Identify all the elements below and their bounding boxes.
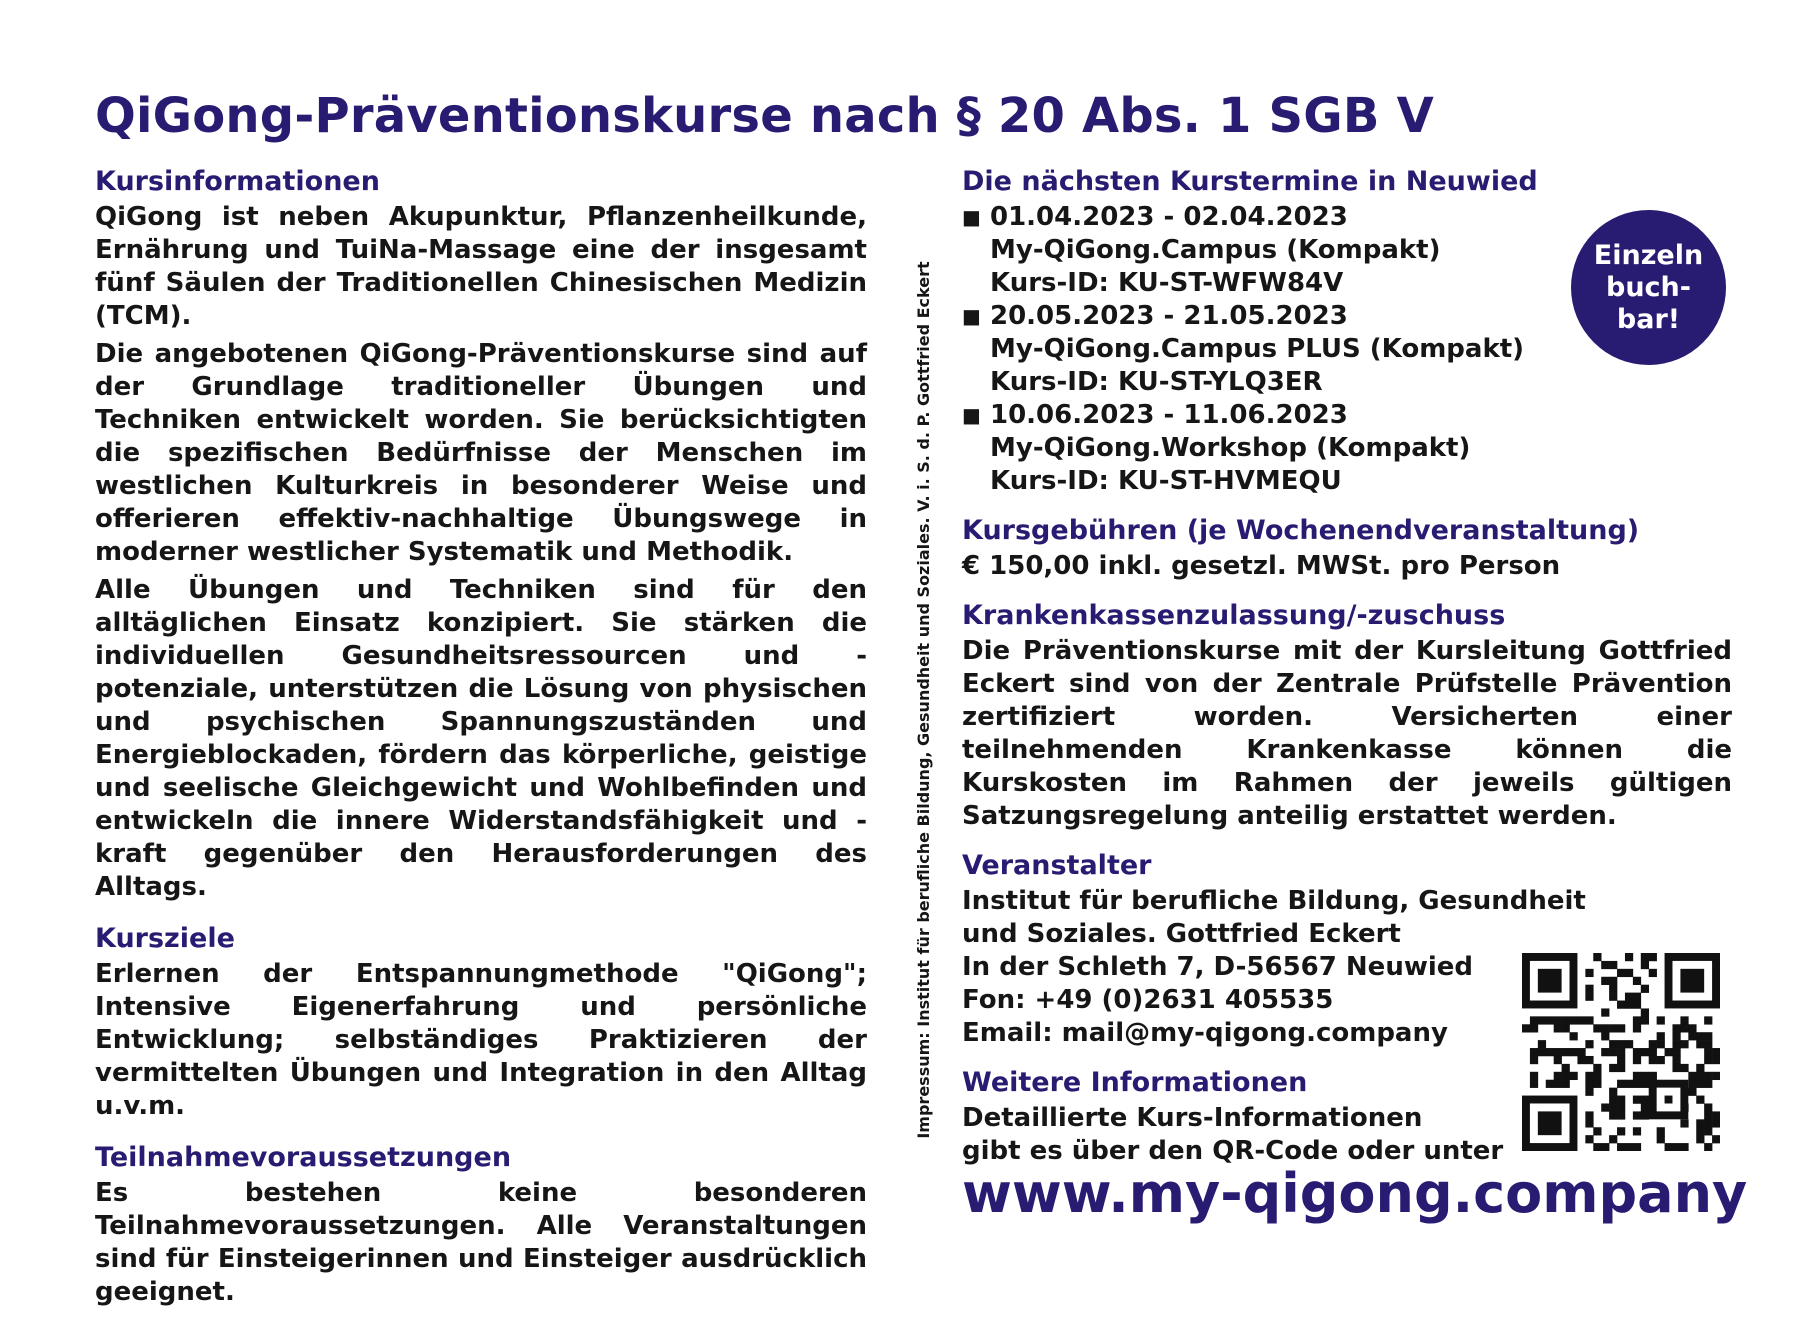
heading-veranstalter: Veranstalter — [962, 850, 1152, 881]
einzeln-buchbar-badge — [1571, 210, 1726, 365]
heading-weitere-informationen: Weitere Informationen — [962, 1067, 1308, 1098]
section-kursinformationen — [95, 165, 867, 904]
kursziele-text: Erlernen der Entspannungmethode "QiGong"; Intensive Eigenerfahrung und persönliche Entwicklung; selbständiges Praktizieren der vermittelten Übungen und Integration in den Alltag u.v.m. — [95, 959, 867, 1121]
heading-kurstermine: Die nächsten Kurstermine in Neuwied — [962, 166, 1538, 197]
badge-line: buch- — [1606, 271, 1691, 303]
veranstalter-email[interactable]: Email: mail@my-qigong.company — [962, 1018, 1448, 1048]
kursinfo-paragraph-2: Die angebotenen QiGong-Präventionskurse sind auf der Grundlage traditioneller Übungen und Techniken entwickelt worden. Sie berücksichtigten die spezifischen Bedürfnisse der Menschen im westlichen Kulturkreis in besonderer Weise und offerieren effektiv-nachhaltige Übungswege in moderner westlicher Systematik und Methodik. — [95, 339, 867, 567]
badge-line: Einzeln — [1593, 239, 1704, 271]
square-bullet-icon: ■ — [962, 205, 981, 229]
kursgebuehren-text: € 150,00 inkl. gesetzl. MWSt. pro Person — [962, 551, 1561, 581]
veranstalter-phone: Fon: +49 (0)2631 405535 — [962, 985, 1334, 1015]
course-name: My-QiGong.Campus (Kompakt) — [990, 235, 1441, 265]
veranstalter-address: In der Schleth 7, D-56567 Neuwied — [962, 952, 1473, 982]
kursinfo-paragraph-3: Alle Übungen und Techniken sind für den alltäglichen Einsatz konzipiert. Sie stärken die individuellen Gesundheitsressourcen und -potenziale, unterstützen die Lösung von physischen und psychischen Spannungszuständen und Energieblockaden, fördern das körperliche, geistige und seelische Gleichgewicht und Wohlbefinden und entwickeln die innere Widerstandsfähigkeit und -kraft gegenüber den Herausforderungen des Alltags. — [95, 575, 867, 902]
course-id: Kurs-ID: KU-ST-HVMEQU — [990, 466, 1342, 496]
section-krankenkasse — [962, 599, 1732, 833]
course-date: 10.06.2023 - 11.06.2023 — [990, 400, 1348, 430]
weitere-line: gibt es über den QR-Code oder unter — [962, 1136, 1504, 1166]
course-id: Kurs-ID: KU-ST-WFW84V — [990, 268, 1344, 298]
section-teilnahmevoraussetzungen — [95, 1141, 867, 1309]
course-date: 01.04.2023 - 02.04.2023 — [990, 202, 1348, 232]
page-title: QiGong-Präventionskurse nach § 20 Abs. 1 SGB V — [95, 88, 1434, 144]
kursinfo-paragraph-1: QiGong ist neben Akupunktur, Pflanzenheilkunde, Ernährung und TuiNa-Massage eine der insgesamt fünf Säulen der Traditionellen Chinesischen Medizin (TCM). — [95, 202, 867, 331]
square-bullet-icon: ■ — [962, 304, 981, 328]
website-url-link[interactable]: www.my-qigong.company — [962, 1162, 1748, 1225]
krankenkasse-text: Die Präventionskurse mit der Kursleitung Gottfried Eckert sind von der Zentrale Prüfstelle Prävention zertifiziert worden. Versicherten einer teilnehmenden Krankenkasse können die Kurskosten im Rahmen der jeweils gültigen Satzungsregelung anteilig erstattet werden. — [962, 636, 1732, 831]
square-bullet-icon: ■ — [962, 403, 981, 427]
heading-teilnahmevoraussetzungen: Teilnahmevoraussetzungen — [95, 1142, 512, 1173]
course-date: 20.05.2023 - 21.05.2023 — [990, 301, 1348, 331]
section-kursziele — [95, 922, 867, 1123]
section-kursgebuehren — [962, 514, 1732, 583]
course-name: My-QiGong.Workshop (Kompakt) — [990, 433, 1471, 463]
heading-kursgebuehren: Kursgebühren (je Wochenendveranstaltung) — [962, 515, 1640, 546]
course-date-item — [962, 399, 1732, 498]
section-weitere-informationen — [962, 1066, 1504, 1168]
veranstalter-line: und Soziales. Gottfried Eckert — [962, 919, 1401, 949]
left-column — [95, 165, 867, 1327]
course-id: Kurs-ID: KU-ST-YLQ3ER — [990, 367, 1323, 397]
veranstalter-line: Institut für berufliche Bildung, Gesundheit — [962, 886, 1586, 916]
heading-kursziele: Kursziele — [95, 923, 235, 954]
course-name: My-QiGong.Campus PLUS (Kompakt) — [990, 334, 1525, 364]
weitere-line: Detaillierte Kurs-Informationen — [962, 1103, 1423, 1133]
badge-line: bar! — [1616, 303, 1681, 335]
heading-kursinformationen: Kursinformationen — [95, 166, 380, 197]
teilnahme-text: Es bestehen keine besonderen Teilnahmevoraussetzungen. Alle Veranstaltungen sind für Einsteigerinnen und Einsteiger ausdrücklich geeignet. — [95, 1178, 867, 1307]
qr-code-icon[interactable] — [1522, 953, 1720, 1151]
impressum-vertical-text: Impressum: Institut für berufliche Bildung, Gesundheit und Soziales. V. i. S. d. P. Gottfried Eckert — [914, 261, 933, 1139]
heading-krankenkasse: Krankenkassenzulassung/-zuschuss — [962, 600, 1506, 631]
